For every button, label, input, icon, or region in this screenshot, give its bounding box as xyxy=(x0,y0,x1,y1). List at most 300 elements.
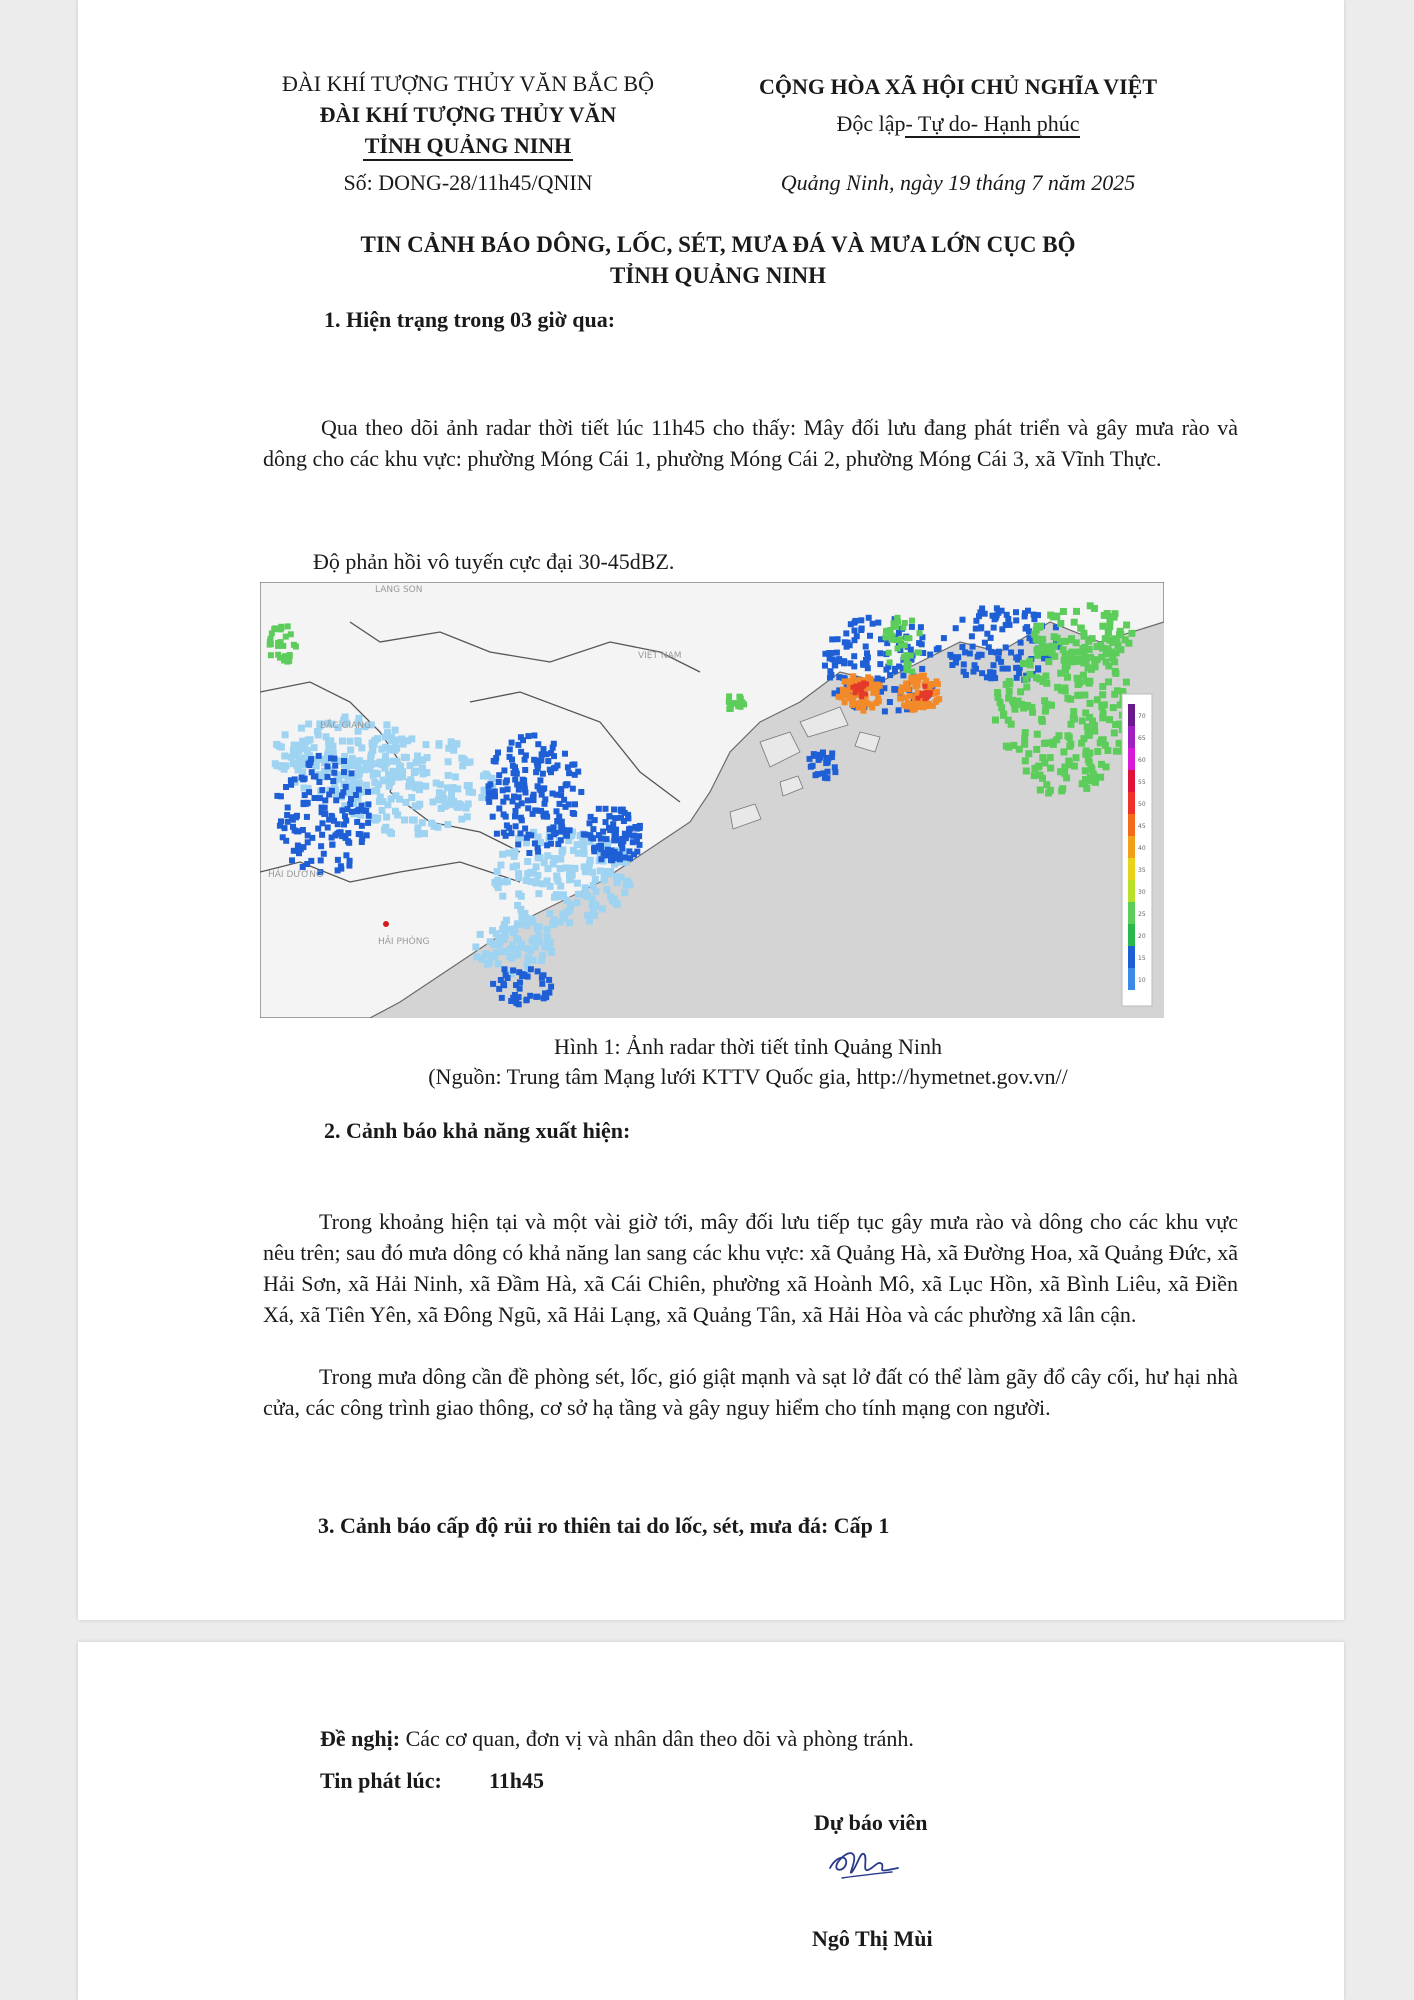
radar-echo-pixel xyxy=(278,818,284,824)
radar-echo-pixel xyxy=(1087,654,1094,661)
radar-echo-pixel xyxy=(1061,657,1068,664)
scale-tick-label: 60 xyxy=(1138,757,1146,764)
radar-echo-pixel xyxy=(1092,779,1099,786)
radar-echo-pixel xyxy=(503,814,509,820)
forecaster-signature xyxy=(822,1842,902,1888)
radar-echo-pixel xyxy=(278,764,285,771)
issued-time-label: Tin phát lúc: xyxy=(320,1768,442,1793)
radar-echo-pixel xyxy=(444,821,451,828)
radar-echo-pixel xyxy=(962,649,968,655)
radar-echo-pixel xyxy=(510,967,516,973)
radar-echo-pixel xyxy=(325,774,331,780)
radar-echo-pixel xyxy=(604,836,610,842)
radar-echo-pixel xyxy=(300,827,306,833)
radar-echo-pixel xyxy=(308,858,314,864)
radar-echo-pixel xyxy=(1020,660,1027,667)
scale-tick-label: 55 xyxy=(1138,779,1146,786)
radar-echo-pixel xyxy=(999,626,1005,632)
radar-echo-pixel xyxy=(544,842,550,848)
scale-swatch xyxy=(1128,770,1135,792)
radar-echo-pixel xyxy=(491,953,498,960)
radar-echo-pixel xyxy=(526,832,532,838)
radar-echo-pixel xyxy=(927,652,933,658)
radar-echo-pixel xyxy=(513,808,519,814)
radar-echo-pixel xyxy=(841,658,847,664)
radar-echo-pixel xyxy=(343,852,349,858)
radar-echo-pixel xyxy=(891,686,897,692)
radar-echo-pixel xyxy=(342,714,349,721)
radar-echo-pixel xyxy=(381,827,388,834)
radar-echo-pixel xyxy=(346,863,352,869)
radar-echo-pixel xyxy=(515,874,522,881)
radar-echo-pixel xyxy=(875,696,881,702)
radar-echo-pixel xyxy=(603,886,610,893)
radar-echo-pixel xyxy=(494,877,501,884)
radar-echo-pixel xyxy=(960,617,966,623)
radar-echo-pixel xyxy=(1094,696,1101,703)
radar-echo-pixel xyxy=(1007,622,1013,628)
radar-echo-pixel xyxy=(1073,639,1080,646)
radar-echo-pixel xyxy=(400,741,407,748)
radar-echo-pixel xyxy=(322,797,328,803)
radar-echo-pixel xyxy=(370,772,377,779)
radar-echo-pixel xyxy=(293,644,299,650)
radar-echo-pixel xyxy=(827,656,833,662)
radar-echo-pixel xyxy=(318,857,324,863)
reflectivity-text: Độ phản hồi vô tuyến cực đại 30-45dBZ. xyxy=(313,549,675,574)
radar-echo-pixel xyxy=(493,930,500,937)
radar-echo-pixel xyxy=(636,833,642,839)
radar-echo-pixel xyxy=(875,682,881,688)
radar-echo-pixel xyxy=(303,801,309,807)
radar-echo-pixel xyxy=(330,842,336,848)
radar-echo-pixel xyxy=(858,627,864,633)
radar-echo-pixel xyxy=(307,736,314,743)
radar-echo-pixel xyxy=(826,650,832,656)
radar-echo-pixel xyxy=(1106,716,1113,723)
radar-echo-pixel xyxy=(389,768,396,775)
radar-echo-pixel xyxy=(900,672,906,678)
radar-echo-pixel xyxy=(474,953,481,960)
radar-echo-pixel xyxy=(508,830,514,836)
figure-caption: Hình 1: Ảnh radar thời tiết tỉnh Quảng Ninh xyxy=(553,1034,943,1059)
radar-echo-pixel xyxy=(511,848,518,855)
radar-echo-pixel xyxy=(517,986,523,992)
radar-echo-pixel xyxy=(309,835,315,841)
radar-echo-pixel xyxy=(282,731,289,738)
scale-swatch xyxy=(1128,946,1135,968)
radar-echo-pixel xyxy=(570,786,576,792)
agency-name: ĐÀI KHÍ TƯỢNG THỦY VĂN xyxy=(319,102,617,127)
radar-echo-pixel xyxy=(904,656,910,662)
document-title-line1: TIN CẢNH BÁO DÔNG, LỐC, SÉT, MƯA ĐÁ VÀ MƯA LỚN CỤC BỘ xyxy=(360,232,1076,257)
section2-heading: 2. Cảnh báo khả năng xuất hiện: xyxy=(324,1118,631,1143)
radar-echo-pixel xyxy=(490,941,497,948)
radar-echo-pixel xyxy=(1008,650,1014,656)
document-number: Số: DONG-28/11h45/QNIN xyxy=(343,170,593,195)
radar-echo-pixel xyxy=(574,880,581,887)
radar-echo-pixel xyxy=(347,747,354,754)
radar-echo-pixel xyxy=(341,769,347,775)
radar-echo-pixel xyxy=(571,811,577,817)
radar-echo-pixel xyxy=(1128,630,1135,637)
radar-echo-pixel xyxy=(597,867,604,874)
radar-echo-pixel xyxy=(860,662,866,668)
radar-echo-pixel xyxy=(511,770,517,776)
radar-echo-pixel xyxy=(523,915,530,922)
radar-echo-pixel xyxy=(545,865,552,872)
radar-echo-pixel xyxy=(992,675,998,681)
radar-echo-pixel xyxy=(435,796,442,803)
radar-echo-pixel xyxy=(858,617,864,623)
radar-echo-pixel xyxy=(524,945,531,952)
radar-echo-pixel xyxy=(949,662,955,668)
radar-echo-pixel xyxy=(547,767,553,773)
radar-echo-pixel xyxy=(1063,774,1070,781)
radar-echo-pixel xyxy=(371,779,378,786)
radar-echo-pixel xyxy=(428,820,435,827)
radar-echo-pixel xyxy=(1123,679,1130,686)
radar-echo-pixel xyxy=(1071,619,1078,626)
radar-echo-pixel xyxy=(514,951,521,958)
motto xyxy=(698,105,1218,142)
issued-time-value: 11h45 xyxy=(489,1768,545,1793)
radar-echo-pixel xyxy=(1033,746,1040,753)
radar-echo-pixel xyxy=(514,921,521,928)
radar-echo-pixel xyxy=(827,675,833,681)
radar-echo-pixel xyxy=(500,948,507,955)
radar-echo-pixel xyxy=(434,824,441,831)
radar-echo-pixel xyxy=(1098,761,1105,768)
radar-echo-pixel xyxy=(272,760,279,767)
radar-echo-pixel xyxy=(285,805,291,811)
radar-echo-pixel xyxy=(970,644,976,650)
radar-echo-pixel xyxy=(934,697,940,703)
radar-echo-pixel xyxy=(824,775,830,781)
radar-echo-pixel xyxy=(513,1000,519,1006)
radar-echo-pixel xyxy=(535,834,542,841)
radar-echo-pixel xyxy=(322,811,328,817)
section2-paragraph2-text: Trong mưa dông cần đề phòng sét, lốc, gió giật mạnh và sạt lở đất có thể làm gãy đổ cây cối, hư hại nhà cửa, các công trình giao thông, cơ sở hạ tầng và gây nguy hiểm cho tính mạng con người. xyxy=(263,1364,1238,1420)
radar-echo-pixel xyxy=(1057,768,1064,775)
radar-echo-pixel xyxy=(349,770,355,776)
radar-echo-pixel xyxy=(582,884,589,891)
radar-echo-pixel xyxy=(1103,658,1110,665)
radar-echo-pixel xyxy=(1040,649,1047,656)
radar-echo-pixel xyxy=(512,777,518,783)
section2-paragraph1-text: Trong khoảng hiện tại và một vài giờ tới, mây đối lưu tiếp tục gây mưa rào và dông cho các khu vực nêu trên; sau đó mưa dông có khả năng lan sang các khu vực: xã Quảng Hà, xã Đường Hoa, xã Quảng Đức, xã Hải Sơn, xã Hải Ninh, xã Đầm Hà, xã Cái Chiên, phường xã Hoành Mô, xã Lục Hồn, xã Bình Liêu, xã Điền Xá, xã Tiên Yên, xã Đông Ngũ, xã Hải Lạng, xã Quảng Tân, xã Hải Hòa và các phường xã lân cận. xyxy=(263,1209,1238,1327)
radar-echo-pixel xyxy=(564,833,570,839)
radar-echo-pixel xyxy=(407,762,414,769)
radar-echo-pixel xyxy=(851,663,857,669)
radar-echo-pixel xyxy=(268,641,274,647)
radar-echo-pixel xyxy=(556,893,563,900)
radar-echo-pixel xyxy=(365,789,371,795)
radar-echo-pixel xyxy=(991,662,997,668)
radar-echo-pixel xyxy=(619,842,625,848)
radar-echo-pixel xyxy=(548,984,554,990)
radar-echo-pixel xyxy=(988,635,994,641)
radar-echo-pixel xyxy=(582,868,589,875)
radar-echo-pixel xyxy=(1082,709,1089,716)
radar-echo-pixel xyxy=(1102,635,1109,642)
radar-echo-pixel xyxy=(343,784,349,790)
radar-echo-pixel xyxy=(1018,640,1024,646)
radar-echo-pixel xyxy=(557,865,564,872)
map-label-viet-nam: VIỆT NAM xyxy=(638,651,682,661)
radar-echo-pixel xyxy=(1100,710,1107,717)
radar-echo-pixel xyxy=(1053,613,1060,620)
radar-echo-pixel xyxy=(603,806,609,812)
radar-echo-pixel xyxy=(414,753,421,760)
radar-echo-pixel xyxy=(893,624,899,630)
radar-echo-pixel xyxy=(363,760,370,767)
radar-echo-pixel xyxy=(517,906,524,913)
radar-echo-pixel xyxy=(302,792,308,798)
radar-echo-pixel xyxy=(278,793,284,799)
reflectivity-line xyxy=(263,546,1238,577)
radar-echo-pixel xyxy=(499,995,505,1001)
radar-echo-pixel xyxy=(1074,692,1081,699)
radar-echo-pixel xyxy=(530,957,537,964)
radar-echo-pixel xyxy=(356,787,362,793)
radar-echo-pixel xyxy=(467,758,474,765)
radar-echo-pixel xyxy=(495,960,502,967)
radar-echo-pixel xyxy=(894,616,900,622)
radar-echo-pixel xyxy=(1039,718,1046,725)
radar-echo-pixel xyxy=(599,905,606,912)
country-name: CỘNG HÒA XÃ HỘI CHỦ NGHĨA VIỆT xyxy=(758,74,1158,99)
radar-echo-pixel xyxy=(820,750,826,756)
radar-echo-pixel xyxy=(811,753,817,759)
radar-echo-pixel xyxy=(535,932,542,939)
radar-echo-pixel xyxy=(875,675,881,681)
radar-echo-pixel xyxy=(533,769,539,775)
radar-echo-pixel xyxy=(285,623,291,629)
radar-echo-pixel xyxy=(1117,631,1124,638)
radar-echo-pixel xyxy=(292,776,298,782)
radar-echo-pixel xyxy=(283,838,289,844)
radar-echo-pixel xyxy=(919,666,925,672)
scale-swatch xyxy=(1128,880,1135,902)
radar-echo-pixel xyxy=(547,883,554,890)
radar-echo-pixel xyxy=(959,644,965,650)
radar-echo-pixel xyxy=(976,652,982,658)
radar-echo-pixel xyxy=(448,791,455,798)
radar-echo-pixel xyxy=(478,794,485,801)
radar-echo-pixel xyxy=(1080,672,1087,679)
radar-echo-pixel xyxy=(499,851,506,858)
radar-echo-pixel xyxy=(500,925,507,932)
radar-echo-pixel xyxy=(928,690,933,695)
radar-echo-pixel xyxy=(1006,688,1013,695)
radar-echo-pixel xyxy=(331,770,337,776)
radar-echo-pixel xyxy=(884,635,890,641)
radar-echo-pixel xyxy=(1105,629,1112,636)
motto-rest: - Tự do- Hạnh phúc xyxy=(905,111,1080,136)
radar-echo-pixel xyxy=(1023,768,1030,775)
radar-echo-pixel xyxy=(622,831,628,837)
radar-echo-pixel xyxy=(609,857,615,863)
radar-echo-pixel xyxy=(912,706,918,712)
radar-echo-pixel xyxy=(1022,757,1029,764)
radar-echo-pixel xyxy=(365,801,371,807)
radar-echo-pixel xyxy=(1073,608,1080,615)
radar-echo-pixel xyxy=(581,850,588,857)
radar-echo-pixel xyxy=(559,849,566,856)
radar-echo-pixel xyxy=(591,912,598,919)
radar-echo-pixel xyxy=(1107,617,1114,624)
radar-echo-pixel xyxy=(501,768,507,774)
radar-echo-pixel xyxy=(452,773,459,780)
radar-echo-pixel xyxy=(610,821,616,827)
radar-echo-pixel xyxy=(401,817,408,824)
radar-echo-pixel xyxy=(813,772,819,778)
radar-echo-pixel xyxy=(524,997,530,1003)
motto-prefix: Độc lập xyxy=(836,111,906,136)
radar-echo-pixel xyxy=(411,817,418,824)
radar-echo-pixel xyxy=(1017,688,1024,695)
radar-echo-pixel xyxy=(877,650,883,656)
radar-echo-pixel xyxy=(445,745,452,752)
forecaster-name: Ngô Thị Mùi xyxy=(812,1926,933,1951)
radar-echo-pixel xyxy=(596,806,602,812)
radar-echo-pixel xyxy=(567,865,574,872)
radar-echo-pixel xyxy=(726,699,732,705)
radar-echo-pixel xyxy=(496,779,502,785)
radar-echo-pixel xyxy=(519,800,525,806)
radar-echo-pixel xyxy=(506,825,512,831)
radar-echo-pixel xyxy=(315,826,321,832)
recommend-label: Đề nghị: xyxy=(320,1726,401,1751)
radar-echo-pixel xyxy=(356,770,363,777)
radar-echo-pixel xyxy=(550,824,556,830)
radar-echo-pixel xyxy=(546,977,552,983)
radar-echo-pixel xyxy=(312,773,318,779)
radar-echo-pixel xyxy=(1109,654,1116,661)
radar-echo-pixel xyxy=(567,827,573,833)
radar-echo-pixel xyxy=(1049,739,1056,746)
radar-echo-pixel xyxy=(1054,684,1061,691)
radar-echo-pixel xyxy=(335,857,341,863)
radar-echo-pixel xyxy=(1012,706,1019,713)
radar-echo-pixel xyxy=(379,807,386,814)
radar-echo-pixel xyxy=(866,615,872,621)
radar-echo-pixel xyxy=(524,858,531,865)
scale-tick-label: 50 xyxy=(1138,801,1146,808)
radar-echo-pixel xyxy=(487,781,493,787)
radar-echo-pixel xyxy=(581,891,588,898)
radar-echo-pixel xyxy=(907,693,913,699)
radar-echo-pixel xyxy=(887,659,893,665)
radar-echo-pixel xyxy=(403,754,410,761)
radar-echo-pixel xyxy=(280,643,286,649)
radar-echo-pixel xyxy=(559,819,565,825)
radar-echo-pixel xyxy=(882,708,888,714)
radar-echo-pixel xyxy=(392,727,399,734)
radar-echo-pixel xyxy=(558,792,564,798)
radar-echo-pixel xyxy=(416,801,423,808)
radar-echo-pixel xyxy=(302,776,308,782)
radar-echo-pixel xyxy=(529,919,536,926)
radar-echo-pixel xyxy=(1023,676,1030,683)
radar-echo-pixel xyxy=(382,733,389,740)
radar-echo-pixel xyxy=(535,741,541,747)
radar-echo-pixel xyxy=(283,634,289,640)
section1-paragraph xyxy=(263,412,1238,474)
scale-swatch xyxy=(1128,792,1135,814)
radar-echo-pixel xyxy=(1075,679,1082,686)
radar-echo-pixel xyxy=(1013,609,1019,615)
radar-echo-pixel xyxy=(282,825,288,831)
radar-echo-pixel xyxy=(502,966,508,972)
radar-echo-pixel xyxy=(521,778,527,784)
radar-echo-pixel xyxy=(1054,635,1061,642)
radar-echo-pixel xyxy=(590,826,596,832)
radar-echo-pixel xyxy=(522,972,528,978)
radar-echo-pixel xyxy=(415,831,422,838)
radar-echo-pixel xyxy=(1045,658,1052,665)
radar-echo-pixel xyxy=(483,950,490,957)
radar-echo-pixel xyxy=(541,972,547,978)
radar-echo-pixel xyxy=(941,635,947,641)
radar-echo-pixel xyxy=(947,652,953,658)
radar-echo-pixel xyxy=(555,841,561,847)
radar-echo-pixel xyxy=(606,814,612,820)
radar-echo-pixel xyxy=(406,780,413,787)
radar-echo-pixel xyxy=(972,662,978,668)
radar-echo-pixel xyxy=(575,891,582,898)
radar-echo-pixel xyxy=(399,768,406,775)
radar-echo-pixel xyxy=(1086,646,1093,653)
radar-echo-pixel xyxy=(637,825,643,831)
issuing-agency-block xyxy=(258,68,678,161)
radar-echo-pixel xyxy=(1060,748,1067,755)
radar-echo-pixel xyxy=(510,798,516,804)
radar-echo-pixel xyxy=(525,733,531,739)
scale-frame xyxy=(1122,694,1152,1006)
section1-paragraph-text: Qua theo dõi ảnh radar thời tiết lúc 11h45 cho thấy: Mây đối lưu đang phát triển và gây mưa rào và dông cho các khu vực: phường Móng Cái 1, phường Móng Cái 2, phường Móng Cái 3, xã Vĩnh Thực. xyxy=(263,415,1238,471)
radar-echo-pixel xyxy=(1003,644,1009,650)
radar-echo-pixel xyxy=(327,737,334,744)
radar-echo-pixel xyxy=(622,855,628,861)
scale-swatch xyxy=(1128,968,1135,990)
radar-echo-pixel xyxy=(504,795,510,801)
radar-echo-pixel xyxy=(573,899,580,906)
radar-echo-pixel xyxy=(601,876,608,883)
radar-echo-pixel xyxy=(319,805,325,811)
radar-echo-pixel xyxy=(1056,732,1063,739)
radar-echo-pixel xyxy=(403,799,410,806)
radar-echo-pixel xyxy=(1005,695,1012,702)
radar-echo-pixel xyxy=(1042,704,1049,711)
radar-echo-pixel xyxy=(541,814,547,820)
radar-color-scale xyxy=(1122,694,1152,1006)
radar-echo-pixel xyxy=(537,777,543,783)
radar-echo-pixel xyxy=(290,760,297,767)
radar-echo-pixel xyxy=(1042,673,1049,680)
radar-echo-pixel xyxy=(507,746,513,752)
radar-echo-pixel xyxy=(548,750,554,756)
radar-echo-pixel xyxy=(1005,616,1011,622)
radar-echo-pixel xyxy=(318,843,324,849)
radar-echo-pixel xyxy=(917,630,923,636)
radar-echo-pixel xyxy=(383,814,390,821)
radar-echo-pixel xyxy=(516,969,522,975)
radar-echo-pixel xyxy=(835,636,841,642)
radar-echo-pixel xyxy=(290,747,297,754)
radar-echo-pixel xyxy=(535,968,541,974)
